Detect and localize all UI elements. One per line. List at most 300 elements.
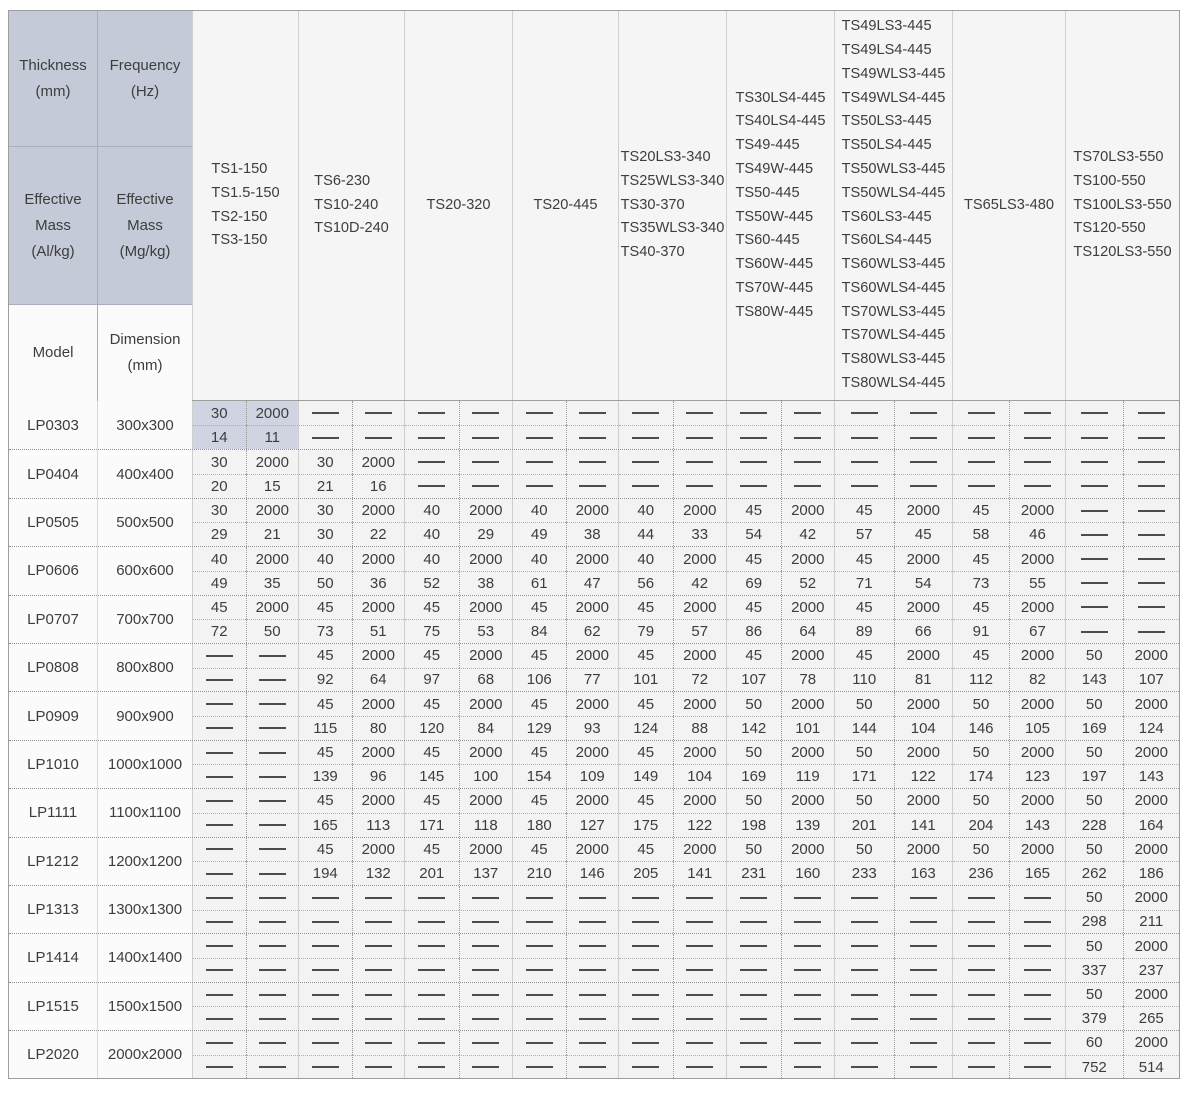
- empty-cell: [193, 983, 246, 1007]
- empty-cell: [1123, 450, 1180, 474]
- empty-cell: [953, 401, 1009, 425]
- mass-mg-value: 186: [1123, 861, 1180, 885]
- frequency-value: 2000: [781, 499, 835, 523]
- frequency-value: 2000: [459, 499, 513, 523]
- product-spec-cell: [618, 838, 726, 885]
- dash-mark: [418, 969, 445, 971]
- thickness-value: 60: [1085, 1034, 1103, 1052]
- table-row: [9, 837, 1179, 885]
- thickness-value: 40: [210, 550, 228, 568]
- product-spec-cell: [192, 886, 298, 933]
- table-row: [9, 691, 1179, 739]
- dash-mark: [579, 1066, 606, 1068]
- dash-mark: [740, 437, 767, 439]
- dash-mark: [526, 1042, 553, 1044]
- thickness-value: 40: [637, 502, 655, 520]
- dash-mark: [1081, 631, 1108, 633]
- empty-cell: [513, 910, 566, 934]
- dash-mark: [686, 945, 713, 947]
- dash-mark: [418, 897, 445, 899]
- mass-al-value: 112: [953, 668, 1009, 692]
- model-name: LP1313: [9, 886, 97, 933]
- product-model-list: [842, 15, 946, 396]
- empty-cell: [727, 983, 781, 1007]
- mass-al-value: 231: [727, 861, 781, 885]
- dash-mark: [686, 921, 713, 923]
- empty-cell: [352, 886, 405, 910]
- empty-cell: [459, 474, 513, 498]
- frequency-value: 2000: [1009, 789, 1065, 813]
- mass-al-value: 233: [835, 861, 894, 885]
- table-header: [9, 11, 1179, 401]
- product-model-name: TS49LS3-445: [841, 18, 932, 35]
- product-spec-cell: [512, 741, 618, 788]
- product-model-name: TS60LS4-445: [841, 232, 932, 249]
- thickness-value: 50: [745, 744, 763, 762]
- frequency-value: 2000: [781, 644, 835, 668]
- mass-al-value: 142: [727, 716, 781, 740]
- empty-cell: [299, 910, 352, 934]
- dash-mark: [206, 873, 233, 875]
- empty-cell: [405, 450, 459, 474]
- dash-mark: [910, 437, 937, 439]
- mass-mg-value: 119: [781, 764, 835, 788]
- empty-cell: [1123, 401, 1180, 425]
- header-frequency-unit: (Hz): [130, 82, 160, 100]
- product-model-name: TS60LS3-445: [841, 208, 932, 225]
- empty-cell: [619, 1006, 673, 1030]
- product-spec-cell: [298, 499, 404, 546]
- empty-cell: [246, 692, 299, 716]
- mass-mg-value: 101: [781, 716, 835, 740]
- mass-al-value: 201: [835, 813, 894, 837]
- dash-mark: [686, 994, 713, 996]
- product-spec-cell: [192, 499, 298, 546]
- mass-mg-value: 96: [352, 764, 405, 788]
- frequency-value: 2000: [1009, 692, 1065, 716]
- thickness-value: 50: [855, 840, 873, 858]
- empty-cell: [953, 474, 1009, 498]
- product-spec-cell: [618, 692, 726, 739]
- dash-mark: [579, 412, 606, 414]
- dash-mark: [526, 994, 553, 996]
- empty-cell: [1123, 571, 1180, 595]
- dash-mark: [1024, 897, 1051, 899]
- empty-cell: [781, 1006, 835, 1030]
- product-spec-cell: [1065, 401, 1179, 449]
- product-spec-cell: [1065, 596, 1179, 643]
- product-spec-cell: [834, 934, 952, 981]
- mass-al-value: 175: [619, 813, 673, 837]
- dash-mark: [1081, 461, 1108, 463]
- mass-al-value: 149: [619, 764, 673, 788]
- dash-mark: [851, 994, 878, 996]
- empty-cell: [894, 1006, 953, 1030]
- mass-mg-value: 72: [673, 668, 727, 692]
- mass-al-value: 171: [405, 813, 459, 837]
- product-spec-cell: [512, 838, 618, 885]
- empty-cell: [299, 983, 352, 1007]
- product-model-name: TS60WLS4-445: [841, 279, 946, 296]
- mass-al-value: 20: [193, 474, 246, 498]
- dash-mark: [259, 1066, 286, 1068]
- dash-mark: [686, 969, 713, 971]
- mass-mg-value: 109: [566, 764, 619, 788]
- header-thickness-unit: (mm): [35, 82, 71, 100]
- dash-mark: [418, 1042, 445, 1044]
- dash-mark: [686, 485, 713, 487]
- dash-mark: [418, 437, 445, 439]
- model-name: LP0909: [9, 692, 97, 739]
- product-spec-cell: [618, 547, 726, 594]
- product-spec-cell: [404, 838, 512, 885]
- dash-mark: [851, 897, 878, 899]
- mass-al-value: 61: [513, 571, 566, 595]
- mass-mg-value: 35: [246, 571, 299, 595]
- dash-mark: [259, 897, 286, 899]
- mass-mg-value: 123: [1009, 764, 1065, 788]
- product-spec-cell: [834, 499, 952, 546]
- mass-mg-value: 42: [781, 522, 835, 546]
- empty-cell: [405, 983, 459, 1007]
- empty-cell: [246, 813, 299, 837]
- product-spec-cell: [404, 596, 512, 643]
- product-model-name: TS49W-445: [735, 160, 814, 177]
- table-row: [9, 643, 1179, 691]
- table-row: [9, 401, 1179, 449]
- product-model-name: TS50WLS4-445: [841, 184, 946, 201]
- empty-cell: [953, 1031, 1009, 1055]
- dash-mark: [1024, 437, 1051, 439]
- frequency-value: 2000: [781, 596, 835, 620]
- mass-mg-value: 118: [459, 813, 513, 837]
- empty-cell: [299, 1006, 352, 1030]
- empty-cell: [1066, 571, 1123, 595]
- thickness-value: 45: [972, 550, 990, 568]
- dash-mark: [968, 437, 995, 439]
- product-model-list: [964, 194, 1054, 218]
- dash-mark: [851, 921, 878, 923]
- dash-mark: [851, 437, 878, 439]
- product-model-name: TS10-240: [314, 196, 379, 213]
- empty-cell: [727, 1031, 781, 1055]
- dash-mark: [312, 1018, 339, 1020]
- model-name: LP1515: [9, 983, 97, 1030]
- dash-mark: [472, 485, 499, 487]
- dash-mark: [1081, 485, 1108, 487]
- empty-cell: [1009, 934, 1065, 958]
- product-spec-cell: [726, 401, 834, 449]
- empty-cell: [953, 958, 1009, 982]
- mass-mg-value: 53: [459, 619, 513, 643]
- frequency-value: 2000: [673, 838, 727, 862]
- mass-mg-value: 82: [1009, 668, 1065, 692]
- dash-mark: [579, 485, 606, 487]
- dash-mark: [794, 994, 821, 996]
- product-spec-cell: [1065, 644, 1179, 691]
- mass-al-value: 97: [405, 668, 459, 692]
- product-model-name: TS49-445: [735, 137, 800, 154]
- thickness-value: 45: [855, 550, 873, 568]
- dash-mark: [365, 437, 392, 439]
- frequency-value: 2000: [459, 789, 513, 813]
- dash-mark: [794, 1018, 821, 1020]
- frequency-value: 2000: [566, 547, 619, 571]
- empty-cell: [1066, 596, 1123, 620]
- table-row: [9, 1030, 1179, 1078]
- dash-mark: [1138, 485, 1165, 487]
- dash-mark: [472, 412, 499, 414]
- product-spec-cell: [512, 450, 618, 497]
- dash-mark: [472, 1018, 499, 1020]
- empty-cell: [459, 401, 513, 425]
- dash-mark: [312, 437, 339, 439]
- product-model-list: [426, 194, 490, 218]
- dash-mark: [418, 945, 445, 947]
- thickness-value: 45: [637, 647, 655, 665]
- header-frequency: [97, 11, 192, 146]
- empty-cell: [781, 401, 835, 425]
- mass-mg-value: 127: [566, 813, 619, 837]
- dash-mark: [632, 412, 659, 414]
- dash-mark: [1024, 412, 1051, 414]
- empty-cell: [727, 425, 781, 449]
- empty-cell: [246, 644, 299, 668]
- dash-mark: [740, 994, 767, 996]
- empty-cell: [894, 425, 953, 449]
- empty-cell: [673, 474, 727, 498]
- dash-mark: [206, 1066, 233, 1068]
- mass-mg-value: 21: [246, 522, 299, 546]
- dash-mark: [740, 461, 767, 463]
- mass-mg-value: 88: [673, 716, 727, 740]
- dash-mark: [526, 1066, 553, 1068]
- empty-cell: [566, 401, 619, 425]
- thickness-value: 45: [316, 598, 334, 616]
- product-model-name: TS60W-445: [735, 256, 814, 273]
- empty-cell: [513, 983, 566, 1007]
- mass-al-value: 145: [405, 764, 459, 788]
- mass-al-value: 21: [299, 474, 352, 498]
- empty-cell: [953, 983, 1009, 1007]
- product-spec-cell: [952, 886, 1065, 933]
- dash-mark: [579, 969, 606, 971]
- dash-mark: [526, 921, 553, 923]
- product-model-name: TS100LS3-550: [1073, 196, 1172, 213]
- empty-cell: [459, 958, 513, 982]
- empty-cell: [673, 1055, 727, 1079]
- dash-mark: [851, 461, 878, 463]
- dimension-value: 1000x1000: [97, 741, 192, 788]
- product-model-name: TS10D-240: [314, 220, 389, 237]
- product-spec-cell: [192, 983, 298, 1030]
- frequency-value: 2000: [459, 644, 513, 668]
- mass-mg-value: 66: [894, 619, 953, 643]
- thickness-value: 40: [530, 502, 548, 520]
- mass-mg-value: 11: [246, 425, 299, 449]
- empty-cell: [246, 741, 299, 765]
- dash-mark: [418, 1018, 445, 1020]
- product-spec-cell: [512, 983, 618, 1030]
- empty-cell: [727, 1055, 781, 1079]
- empty-cell: [1066, 499, 1123, 523]
- empty-cell: [619, 474, 673, 498]
- dash-mark: [686, 1018, 713, 1020]
- empty-cell: [781, 983, 835, 1007]
- thickness-value: 50: [1085, 889, 1103, 907]
- dash-mark: [1024, 1018, 1051, 1020]
- product-model-name: TS50WLS3-445: [841, 160, 946, 177]
- dash-mark: [418, 485, 445, 487]
- empty-cell: [299, 1031, 352, 1055]
- mass-mg-value: 62: [566, 619, 619, 643]
- empty-cell: [246, 934, 299, 958]
- product-spec-cell: [952, 934, 1065, 981]
- product-spec-cell: [726, 886, 834, 933]
- product-model-list: [621, 146, 725, 265]
- header-dimension: Dimension (mm): [97, 304, 192, 401]
- mass-al-value: 144: [835, 716, 894, 740]
- product-spec-cell: [298, 983, 404, 1030]
- empty-cell: [1123, 499, 1180, 523]
- dash-mark: [206, 752, 233, 754]
- dimension-value: 600x600: [97, 547, 192, 594]
- dash-mark: [418, 461, 445, 463]
- product-spec-cell: [834, 692, 952, 739]
- mass-mg-value: 211: [1123, 910, 1180, 934]
- product-spec-cell: [298, 1031, 404, 1078]
- model-name: LP0303: [9, 401, 97, 449]
- empty-cell: [193, 741, 246, 765]
- mass-mg-value: 29: [459, 522, 513, 546]
- dash-mark: [1138, 534, 1165, 536]
- product-spec-cell: [726, 741, 834, 788]
- mass-mg-value: 100: [459, 764, 513, 788]
- product-spec-cell: [618, 450, 726, 497]
- product-model-name: TS60WLS3-445: [841, 256, 946, 273]
- dash-mark: [472, 461, 499, 463]
- mass-al-value: 262: [1066, 861, 1123, 885]
- empty-cell: [835, 1031, 894, 1055]
- dash-mark: [259, 848, 286, 850]
- dash-mark: [526, 485, 553, 487]
- thickness-value: 45: [316, 792, 334, 810]
- mass-mg-value: 45: [894, 522, 953, 546]
- empty-cell: [459, 1006, 513, 1030]
- mass-mg-value: 124: [1123, 716, 1180, 740]
- empty-cell: [566, 934, 619, 958]
- empty-cell: [352, 1031, 405, 1055]
- product-spec-cell: [726, 644, 834, 691]
- thickness-value: 50: [972, 792, 990, 810]
- empty-cell: [352, 1055, 405, 1079]
- dash-mark: [740, 1042, 767, 1044]
- frequency-value: 2000: [459, 596, 513, 620]
- frequency-value: 2000: [566, 838, 619, 862]
- empty-cell: [727, 450, 781, 474]
- product-spec-cell: [298, 644, 404, 691]
- header-thickness: [9, 11, 97, 146]
- dash-mark: [632, 945, 659, 947]
- mass-mg-value: 107: [1123, 668, 1180, 692]
- product-spec-cell: [952, 983, 1065, 1030]
- dash-mark: [968, 461, 995, 463]
- product-model-name: TS80WLS4-445: [841, 375, 946, 392]
- product-model-name: TS65LS3-480: [963, 196, 1055, 213]
- dash-mark: [472, 945, 499, 947]
- empty-cell: [193, 644, 246, 668]
- empty-cell: [352, 1006, 405, 1030]
- product-spec-cell: [298, 838, 404, 885]
- thickness-value: 40: [316, 550, 334, 568]
- product-spec-cell: [298, 886, 404, 933]
- empty-cell: [894, 934, 953, 958]
- empty-cell: [459, 910, 513, 934]
- empty-cell: [727, 474, 781, 498]
- empty-cell: [1009, 1055, 1065, 1079]
- product-model-name: TS80WLS3-445: [841, 351, 946, 368]
- dash-mark: [794, 897, 821, 899]
- thickness-value: 45: [972, 647, 990, 665]
- product-model-name: TS40-370: [620, 244, 685, 261]
- mass-al-value: 171: [835, 764, 894, 788]
- thickness-value: 45: [745, 598, 763, 616]
- empty-cell: [953, 910, 1009, 934]
- dash-mark: [1138, 437, 1165, 439]
- dash-mark: [794, 1042, 821, 1044]
- empty-cell: [299, 401, 352, 425]
- empty-cell: [619, 1055, 673, 1079]
- thickness-value: 50: [972, 744, 990, 762]
- empty-cell: [193, 958, 246, 982]
- thickness-value: 45: [423, 744, 441, 762]
- mass-al-value: 129: [513, 716, 566, 740]
- dash-mark: [365, 1042, 392, 1044]
- mass-al-value: 92: [299, 668, 352, 692]
- frequency-value: 2000: [352, 499, 405, 523]
- dash-mark: [1024, 485, 1051, 487]
- mass-mg-value: 237: [1123, 958, 1180, 982]
- empty-cell: [835, 450, 894, 474]
- dash-mark: [526, 461, 553, 463]
- dash-mark: [686, 437, 713, 439]
- empty-cell: [727, 958, 781, 982]
- product-model-list: [533, 194, 597, 218]
- mass-mg-value: 122: [673, 813, 727, 837]
- empty-cell: [727, 886, 781, 910]
- empty-cell: [835, 1006, 894, 1030]
- empty-cell: [1066, 401, 1123, 425]
- empty-cell: [894, 1055, 953, 1079]
- mass-al-value: 115: [299, 716, 352, 740]
- empty-cell: [352, 958, 405, 982]
- empty-cell: [193, 910, 246, 934]
- dash-mark: [910, 921, 937, 923]
- frequency-value: 2000: [1123, 934, 1180, 958]
- dash-mark: [1081, 582, 1108, 584]
- mass-al-value: 124: [619, 716, 673, 740]
- mass-al-value: 197: [1066, 764, 1123, 788]
- mass-al-value: 52: [405, 571, 459, 595]
- thickness-value: 45: [423, 792, 441, 810]
- product-model-name: TS1.5-150: [211, 184, 280, 201]
- empty-cell: [566, 958, 619, 982]
- mass-mg-value: 143: [1009, 813, 1065, 837]
- mass-mg-value: 113: [352, 813, 405, 837]
- table-row: [9, 595, 1179, 643]
- empty-cell: [1009, 983, 1065, 1007]
- dash-mark: [1138, 606, 1165, 608]
